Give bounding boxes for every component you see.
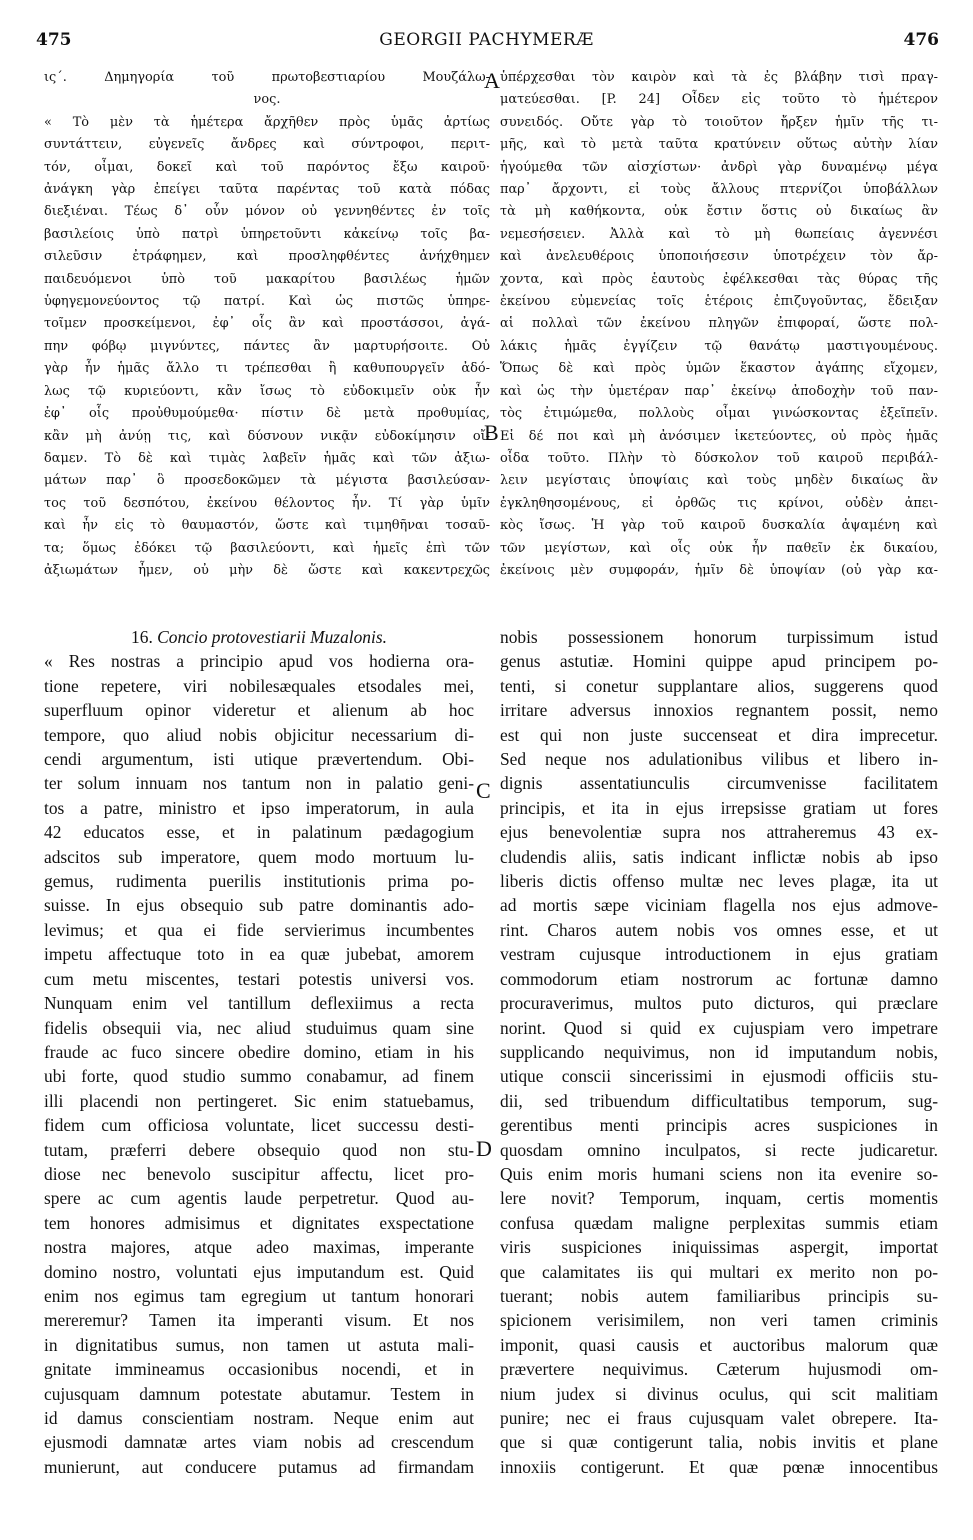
text-line: Nunquam enim vel tantillum deflexiimus a recta — [44, 993, 474, 1014]
text-line: fidelis obsequii via, nec aliud studuimus quam sine — [44, 1017, 474, 1038]
text-line: Εἰ δέ ποι καὶ μὴ ἀνόσιμεν ἱκετεύοντες, οὐ πρὸς ἡμᾶς — [500, 428, 938, 444]
text-line: adscitos sub imperatore, quem modo mortuum lu- — [44, 846, 474, 867]
text-line: Quis enim moris humani sciens non ita evenire so- — [500, 1163, 938, 1184]
text-line: vestram cujusque introductionem in ejus gratiam — [500, 944, 938, 965]
text-line: κὸς ἴσως. Ἡ γὰρ τοῦ καιροῦ δυσκαλία ἀψαμένη καὶ — [500, 518, 938, 534]
text-line: munierunt, aut conducere putamus ad firmandam — [44, 1456, 474, 1477]
text-line: confusa quædam maligne perplexitas summis etiam — [500, 1212, 938, 1233]
text-line: αἱ πολλαὶ τῶν ἐκείνου πληγῶν ἐπιφοραί, ὥστε πολ- — [500, 316, 938, 332]
text-line: πην φόβῳ μιγνύντες, πάντες ἂν μαρτυρήσοιτε. Οὐ — [44, 338, 490, 354]
text-line: cludendis aliis, satis indicant inflictæ nobis ab ipso — [500, 846, 938, 867]
page-number-right: 476 — [903, 30, 939, 50]
greek-column-right — [500, 67, 938, 582]
text-line: viris suspiciones iniquissimas aspergit, importat — [500, 1237, 938, 1258]
text-line: καὶ ἀνελευθέροις ὑποποιήσεσιν ὑποτρέχειν τὸν ἄρ- — [500, 249, 938, 265]
text-line: κἂν μὴ ἀνύῃ τις, καὶ δύσνουν νικᾷν εὐδοκίμησιν οἴ- — [44, 428, 490, 444]
text-line: ματεύεσθαι. [P. 24] Οἶδεν εἰς τοῦτο τὸ ἡμέτερον — [500, 92, 938, 108]
text-line: dignis assentatiunculis circumvenisse facilitatem — [500, 773, 938, 794]
text-line: mereremur? Tamen ita imperanti visum. Et nos — [44, 1310, 474, 1331]
text-line: σιλεῦσιν ἐτράφημεν, καὶ προσληφθέντες ἀνήχθημεν — [44, 249, 490, 265]
text-line: ubi forte, quod studio summo conabamur, ad finem — [44, 1066, 474, 1087]
text-line: « Τὸ μὲν τὰ ἡμέτερα ἄρχῆθεν πρὸς ὑμᾶς ἀρτίως — [44, 114, 490, 130]
text-line: impetu affectuque toto in ea quæ jubebat, amorem — [44, 944, 474, 965]
text-line: spere ac cum agentis laude perpetretur. Quod au- — [44, 1188, 474, 1209]
text-line: παιδευόμενοι ὑπὸ τοῦ μακαρίτου βασιλέως ἡμῶν — [44, 271, 490, 287]
margin-letter-c: C — [476, 778, 491, 803]
text-line: suisse. In ejus obsequio sub patre dominantis ado- — [44, 895, 474, 916]
text-line: norint. Quod si quid ex cujuspiam vero impetrare — [500, 1017, 938, 1038]
text-line: supplicando nequivimus, non id imputandum nobis, — [500, 1041, 938, 1062]
text-line: ὑφηγεμονεύοντος τῷ πατρί. Καὶ ὡς πιστῶς ὑπηρε- — [44, 294, 490, 310]
text-line: ad mortis sæpe viciniam flagella nos ejus admove- — [500, 895, 938, 916]
text-line: παρ᾽ ἄρχοντι, εἰ τοὺς ἄλλους πτερνίζοι ὑποβάλλων — [500, 182, 938, 198]
text-line: levimus; et qua ei fide servierimus incumbentes — [44, 919, 474, 940]
text-line: τα; ὅμως ἐδόκει τῷ βασιλεύοντι, καὶ ἡμεῖς ἐπὶ τῶν — [44, 540, 490, 556]
text-line: δαμεν. Τὸ δὲ καὶ τιμὰς λαβεῖν ἡμᾶς καὶ τῶν ἀξιω- — [44, 450, 490, 466]
text-line: lere novit? Temporum, inquam, certis momentis — [500, 1188, 938, 1209]
greek-heading — [44, 67, 490, 112]
heading-title: Concio protovestiarii Muzalonis. — [157, 627, 387, 647]
text-line: tione repetere, viri nobilesæquales etsodales mei, — [44, 675, 474, 696]
text-line: gerentibus menti principis acres suspiciones in — [500, 1115, 938, 1136]
text-line: rint. Charos autem nobis vos omnes esse, et ut — [500, 919, 938, 940]
text-line: ter solum innuam nos tantum non in palatio geni- — [44, 773, 474, 794]
text-line: gemus, rudimenta puerilis institutionis prima po- — [44, 871, 474, 892]
text-line: ἐκείνοις μὲν συμφοράν, ἡμῖν δὲ ὑποψίαν (οὐ γὰρ κα- — [500, 562, 938, 578]
running-title: GEORGII PACHYMERÆ — [379, 30, 594, 50]
text-line: punire; nec ei fraus cujusquam valet obrepere. Ita- — [500, 1408, 938, 1428]
text-line: superfluum opinor videretur et alienum ab hoc — [44, 700, 474, 721]
text-line: nobis possessionem honorum turpissimum istud — [500, 627, 938, 647]
text-line: « Res nostras a principio apud vos hodierna ora- — [44, 651, 474, 672]
text-line: τοῖμεν προσκείμενοι, ἐφ᾽ οἷς ἂν καὶ προστάσσοι, ἀγά- — [44, 316, 490, 332]
text-line: διεξιέναι. Τέως δ᾽ οὖν μόνον οὐ γεννηθέντες ἐν τοῖς — [44, 204, 490, 220]
text-line: procuraverimus, multos puto dicturos, qui præclare — [500, 993, 938, 1014]
text-line: 42 educatos esse, et in palatinum pædagogium — [44, 822, 474, 843]
text-line: συνειδός. Οὔτε γὰρ τὸ τοιοῦτον ἤρξεν ἡμῖν τῆς τι- — [500, 114, 938, 130]
text-line: ἡγούμεθα τῶν αἰσχίστων· ἀνδρὶ γὰρ δυναμένῳ μέγα — [500, 159, 938, 175]
text-line: ἐγκληθησομένους, εἰ ὀρθῶς τις κρίνοι, οὐδὲν ἀπει- — [500, 495, 938, 511]
text-line: fraude ac fuco sincere obedire domino, etiam in his — [44, 1041, 474, 1062]
text-line: καὶ ὡς τὴν ὑμετέραν παρ᾽ ἐκείνῳ ἀποδοχὴν τοῦ παν- — [500, 383, 938, 399]
text-line: nium judex si divinus oculus, qui scit malitiam — [500, 1383, 938, 1404]
margin-letter-a: A — [484, 68, 500, 93]
margin-letter-d: D — [476, 1136, 492, 1161]
text-line: λειν μεγίσταις ὑποψίαις καὶ τοὺς μηδὲν δικαίως ἂν — [500, 473, 938, 489]
latin-column-right — [500, 625, 938, 1479]
text-line: tem honores admisimus et dignitates exspectatione — [44, 1212, 474, 1233]
text-line: tempore, quo aliud nobis objicitur necessarium di- — [44, 724, 474, 745]
text-line: καὶ ἦν εἰς τὸ θαυμαστόν, ὥστε καὶ τιμηθῆναι τοσαῦ- — [44, 518, 490, 534]
text-line: genus astutiæ. Homini quippe apud principem po- — [500, 651, 938, 672]
text-line: τόν, οἶμαι, δοκεῖ καὶ τοῦ παρόντος ἔξω καιροῦ· — [44, 159, 490, 175]
text-line: commodorum etiam nostrorum ac fortunæ damno — [500, 968, 938, 989]
text-line: enim nos egimus tam egregium ut tantum honorari — [44, 1285, 474, 1306]
text-line: οἶδα τοῦτο. Πλὴν τὸ δύσκολον τοῦ καιροῦ περιβάλ- — [500, 450, 938, 466]
margin-letter-b: B — [484, 420, 499, 445]
text-line: nostra majores, atque adeo maximas, imperante — [44, 1237, 474, 1258]
text-line: quosdam omnino inculpatos, si recte judicaretur. — [500, 1139, 938, 1160]
greek-heading-line: ις΄. Δημηγορία τοῦ πρωτοβεστιαρίου Μουζάλω- — [44, 70, 490, 85]
text-line: Ὅπως δὲ καὶ πρὸς ὑμῶν ἕκαστον ἀγάπης εἴχομεν, — [500, 361, 938, 377]
heading-number: 16. — [131, 627, 153, 647]
text-line: prævertere nequivimus. Cæterum hujusmodi om- — [500, 1359, 938, 1380]
text-line: irritare adversus innoxios regnantem possit, nemo — [500, 700, 938, 721]
latin-column-left — [44, 625, 474, 1479]
text-line: μάτων παρ᾽ ὃ προσεδοκῶμεν τὰ μέγιστα βασιλεύσαν- — [44, 473, 490, 489]
text-line: illi placendi non pertingeret. Sic enim statuebamus, — [44, 1090, 474, 1111]
text-line: est qui non juste succenseat et dira imprecetur. — [500, 724, 938, 745]
text-line: utique conscii sincerissimi in ejusmodi officiis stu- — [500, 1066, 938, 1087]
text-line: συντάττειν, εὐγενεῖς ἄνδρες καὶ σύντροφοι, περιτ- — [44, 137, 490, 153]
text-line: gnitate immineamus occasionibus nocendi, et in — [44, 1359, 474, 1380]
text-line: τὰ μὴ καθήκοντα, οὐκ ἔστιν ὅστις οὐ δικαίως ἂν — [500, 204, 938, 220]
text-line: que calamitates iis qui multari ex merito non po- — [500, 1261, 938, 1282]
text-line: que si quæ contigerunt talia, nobis invitis et plane — [500, 1432, 938, 1453]
text-line: tutam, præferri debere obsequio quod non stu- — [44, 1139, 474, 1160]
text-line: cendi argumentum, isti utique prævertendum. Obi- — [44, 749, 474, 770]
text-line: diose nec benevolo suscipitur affectu, licet pro- — [44, 1163, 474, 1184]
text-line: λάκις ἡμᾶς ἐγγίζειν τῷ θανάτῳ μαστιγουμένους. — [500, 338, 938, 354]
text-line: tuerant; nobis autem familiaribus principis su- — [500, 1285, 938, 1306]
text-line: imponit, quasi causis et auctoribus malorum quæ — [500, 1334, 938, 1355]
text-line: liberis dictis offenso multæ nec leves plagæ, ita ut — [500, 871, 938, 892]
text-line: ἐφ᾽ οἷς προὐθυμούμεθα· πίστιν δὲ μετὰ προθυμίας, — [44, 406, 490, 422]
text-line: ὑπέρχεσθαι τὸν καιρὸν καὶ τὰ ἐς βλάβην τισὶ πραγ- — [500, 70, 938, 85]
text-line: τὸς ἐτιμώμεθα, πολλοὺς οἶμαι γινώσκοντας ἐξεῖπεῖν. — [500, 406, 938, 422]
text-line: τῶν μεγίστων, καὶ οἷς οὐκ ἦν παθεῖν ἐκ δικαίου, — [500, 540, 938, 556]
latin-heading — [44, 625, 474, 649]
greek-text-left — [44, 112, 490, 583]
text-line: principis, et ita in ejus irrepsisse gratiam ut fores — [500, 797, 938, 818]
text-line: tos a patre, ministro et ipso imperatorum, in aula — [44, 797, 474, 818]
text-line: cum metu miscentes, testari potestis universi vos. — [44, 968, 474, 989]
text-line: tenti, si conetur supplantare alios, suggerens quod — [500, 675, 938, 696]
page-number-left: 475 — [36, 30, 72, 50]
text-line: ἐκείνου εὐμενείας τοῖς ἑτέροις ἐπιζυγοῦντας, ἔδειξαν — [500, 294, 938, 310]
text-line: dii, sed tribuendum difficultatibus temporum, sug- — [500, 1090, 938, 1111]
text-line: ejus benevolentiæ supra nos attraheremus 43 ex- — [500, 822, 938, 843]
text-line: ἀνάγκη γὰρ ἐπείγει ταῦτα παρέντας τοῦ κατὰ πόδας — [44, 182, 490, 198]
text-line: νεμεσήσειεν. Ἀλλὰ καὶ τὸ μὴ θωπείαις ἀγεννέσι — [500, 226, 938, 242]
greek-heading-line: νος. — [253, 92, 281, 108]
text-line: Sed neque nos adulationibus vilibus et libero in- — [500, 749, 938, 770]
text-line: χοντα, καὶ πρὸς ἑαυτοὺς ἐφέλκεσθαι τὰς θύρας τῆς — [500, 271, 938, 287]
text-line: spicionem verisimilem, non veri tamen criminis — [500, 1310, 938, 1331]
text-line: domino nostro, voluntati ejus imputandum est. Quid — [44, 1261, 474, 1282]
text-line: innoxiis contigerunt. Et quæ pœnæ innocentibus — [500, 1456, 938, 1477]
text-line: γὰρ ἦν ἡμᾶς ἄλλο τι τρέπεσθαι ἢ καθυπουργεῖν ἀδό- — [44, 361, 490, 377]
text-line: ejusmodi damnatæ artes viam nobis ad crescendum — [44, 1432, 474, 1453]
text-line: ἀξιωμάτων ἦμεν, οὐ μὴν δὲ ὥστε καὶ κακεντρεχῶς — [44, 562, 490, 578]
text-line: id damus conscientiam nostram. Neque enim aut — [44, 1408, 474, 1428]
text-line: fidem cum officiosa voluntate, licet successu desti- — [44, 1115, 474, 1136]
text-line: cujusquam damnum potestate abutamur. Testem in — [44, 1383, 474, 1404]
text-line: τος τοῦ δεσπότου, ἐκείνου θέλοντος ἦν. Τί γὰρ ὑμῖν — [44, 495, 490, 511]
text-line: μῆς, καὶ τὸ μετὰ ταῦτα κρατύνειν οὕτως αὐτὴν λίαν — [500, 137, 938, 153]
text-line: βασιλείοις ὑπὸ πατρὶ ὑπηρετοῦντι κἀκείνῳ τοῖς βα- — [44, 226, 490, 242]
text-line: in dignitatibus sumus, non tamen ut astuta mali- — [44, 1334, 474, 1355]
running-header — [0, 30, 973, 54]
text-line: λως τῷ κυριεύοντι, κἂν ἴσως τὸ εὐδοκιμεῖν οὐκ ἦν — [44, 383, 490, 399]
greek-column-left — [44, 67, 490, 582]
